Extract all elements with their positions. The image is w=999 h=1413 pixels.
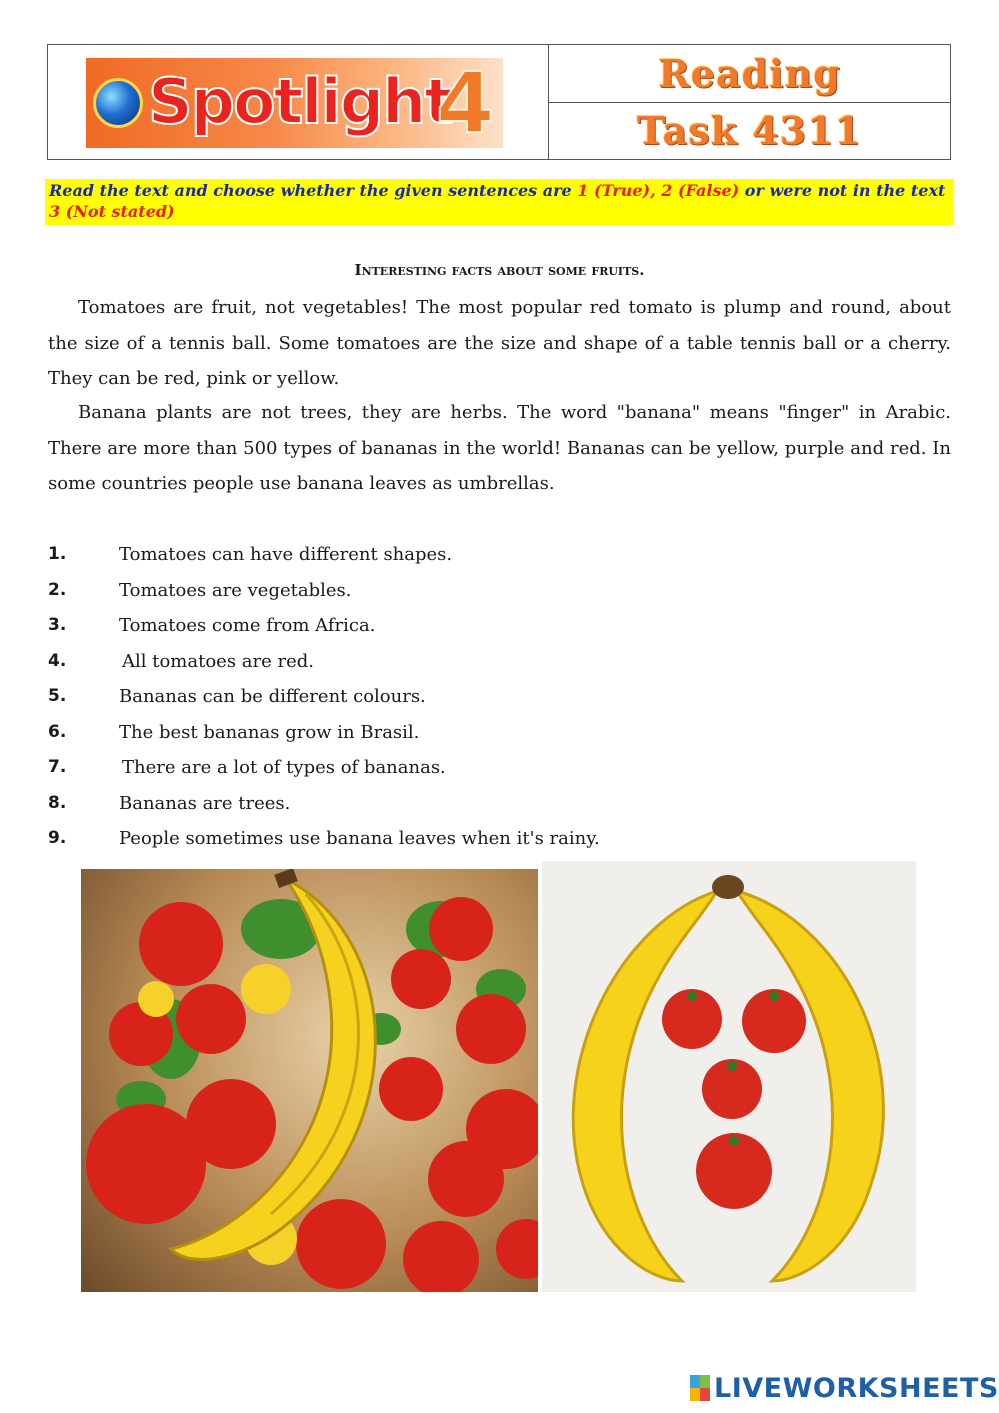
question-number: 3. <box>48 615 67 635</box>
logo-number: 4 <box>436 54 495 152</box>
title-reading: Reading <box>658 50 841 96</box>
question-text: There are a lot of types of bananas. <box>122 757 446 778</box>
question-item <box>48 608 948 644</box>
liveworksheets-logo-icon <box>690 1375 710 1401</box>
question-item <box>48 821 948 857</box>
question-item <box>48 750 948 786</box>
text-title: Interesting facts about some fruits. <box>354 261 645 279</box>
title-row-2 <box>549 102 950 160</box>
liveworksheets-brand[interactable]: LIVEWORKSHEETS <box>714 1372 999 1404</box>
tomatoes-bananas-illustration <box>81 869 538 1292</box>
question-number: 1. <box>48 544 67 564</box>
title-cell <box>549 45 950 159</box>
question-number: 8. <box>48 792 67 813</box>
paragraph-tomatoes: Tomatoes are fruit, not vegetables! The most popular red tomato is plump and round, about the size of a tennis ball. Some tomatoes are the size and shape of a table tennis ball or a cherry. They can be red, pink or yellow. <box>48 297 951 389</box>
instruction-part2: or were not in the text <box>739 181 946 200</box>
instruction-banner <box>45 179 953 225</box>
instruction-part1: Read the text and choose whether the given sentences are <box>49 181 578 200</box>
question-item <box>48 537 948 573</box>
question-number: 7. <box>48 757 67 777</box>
question-item <box>48 786 948 822</box>
photo-tomatoes-bananas <box>81 869 538 1292</box>
question-item <box>48 715 948 751</box>
instruction-option-not-stated: 3 (Not stated) <box>49 202 175 221</box>
spotlight-logo <box>86 54 503 152</box>
question-item <box>48 644 948 680</box>
liveworksheets-footer <box>690 1372 999 1404</box>
worksheet-header <box>47 44 951 160</box>
question-text: People sometimes use banana leaves when it's rainy. <box>119 828 600 849</box>
question-text: All tomatoes are red. <box>122 650 314 672</box>
question-number: 5. <box>48 686 67 706</box>
question-text: The best bananas grow in Brasil. <box>119 721 420 743</box>
question-number: 6. <box>48 721 67 742</box>
question-list <box>48 537 948 857</box>
paragraph-bananas: Banana plants are not trees, they are herbs. The word "banana" means "finger" in Arabic. There are more than 500 types of bananas in the world! Bananas can be yellow, purple and red. In some countries people use banana leaves as umbrellas. <box>48 402 951 494</box>
question-text: Tomatoes can have different shapes. <box>119 544 453 565</box>
logo-word: Spotlight <box>148 65 452 138</box>
title-row-1 <box>549 45 950 102</box>
question-text: Bananas can be different colours. <box>119 686 426 707</box>
globe-icon <box>93 78 143 128</box>
instruction-options-true-false: 1 (True), 2 (False) <box>577 181 740 200</box>
photo-bananas-tomatoes <box>542 861 916 1292</box>
question-text: Tomatoes are vegetables. <box>119 579 352 601</box>
bananas-tomatoes-illustration <box>542 861 916 1292</box>
question-number: 4. <box>48 650 67 671</box>
logo-cell <box>48 45 549 159</box>
question-number: 9. <box>48 828 67 848</box>
title-task: Task 4311 <box>637 108 862 154</box>
question-text: Bananas are trees. <box>119 792 291 814</box>
question-item <box>48 679 948 715</box>
question-item <box>48 573 948 609</box>
question-text: Tomatoes come from Africa. <box>119 615 376 636</box>
question-number: 2. <box>48 579 67 600</box>
